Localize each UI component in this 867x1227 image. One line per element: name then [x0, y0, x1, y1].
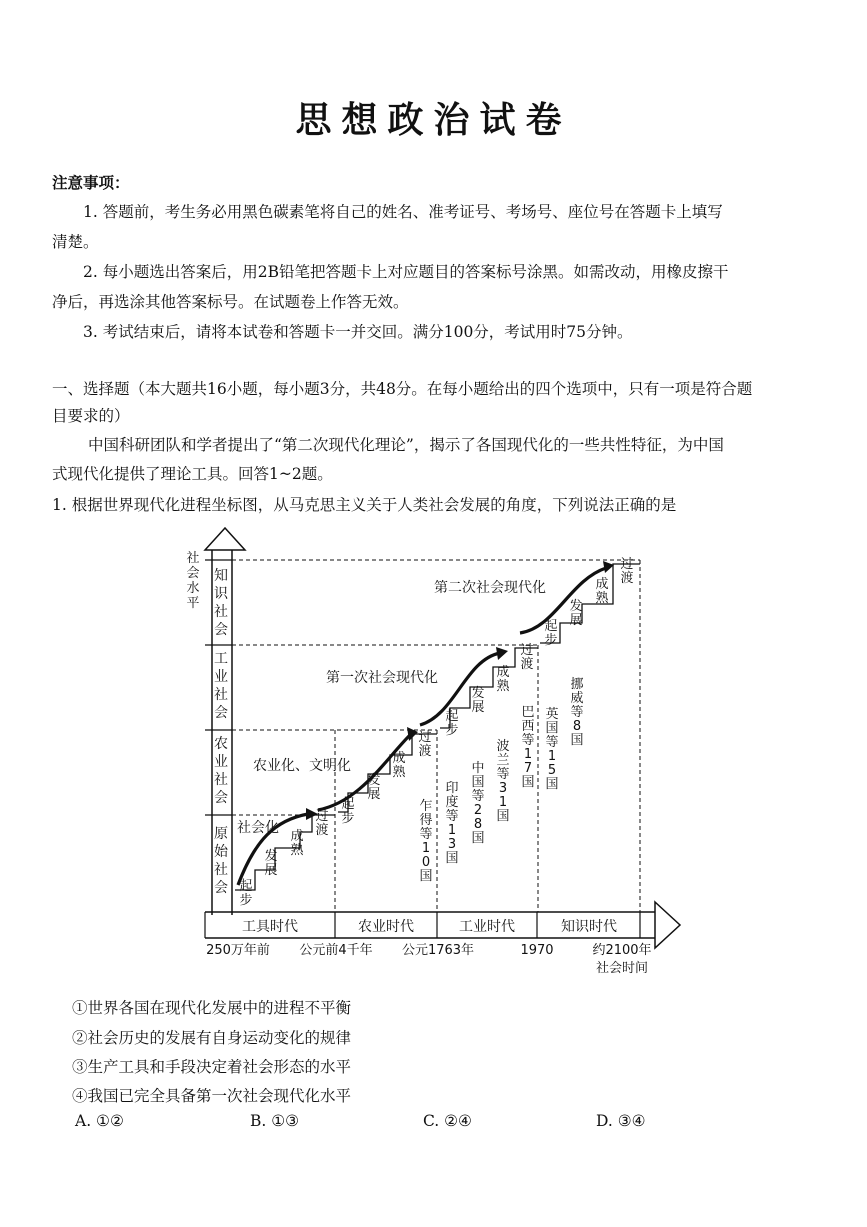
- level-label: 农业社会: [214, 736, 228, 806]
- stage-label: 过渡: [418, 730, 432, 759]
- stage-label: 发展: [367, 773, 381, 802]
- statement-1: ①世界各国在现代化发展中的进程不平衡: [72, 999, 352, 1017]
- option-a[interactable]: A. ①②: [75, 1112, 124, 1130]
- material-text: 中国科研团队和学者提出了“第二次现代化理论”，揭示了各国现代化的一些共性特征，为中国: [88, 436, 724, 454]
- label-first-modernization: 第一次社会现代化: [326, 670, 438, 686]
- country-group-label: 乍得等 1 0 国: [419, 799, 433, 884]
- time-tick-label: 公元1763年: [401, 943, 475, 958]
- time-tick-label: 1970: [520, 943, 554, 958]
- level-label: 工业社会: [214, 651, 228, 721]
- stage-label: 起步: [544, 619, 558, 648]
- notice-item-2-cont: 净后，再选涂其他答案标号。在试题卷上作答无效。: [52, 293, 409, 311]
- era-label: 农业时代: [358, 919, 414, 935]
- country-group-label: 巴西等 1 7 国: [521, 705, 535, 790]
- stage-label: 过渡: [620, 557, 634, 586]
- era-label: 知识时代: [561, 919, 617, 935]
- stage-label: 成熟: [496, 665, 510, 694]
- curve-first-modernization: [420, 653, 500, 725]
- stage-label: 过渡: [315, 809, 329, 838]
- stage-label: 起步: [341, 797, 355, 826]
- time-tick-label: 约2100年: [592, 943, 652, 958]
- x-axis-label: 社会时间: [595, 961, 649, 976]
- era-label: 工具时代: [242, 919, 298, 935]
- question-1-stem: 1. 根据世界现代化进程坐标图，从马克思主义关于人类社会发展的角度，下列说法正确的是: [52, 496, 677, 514]
- stage-label: 发展: [569, 599, 583, 628]
- stage-label: 成熟: [392, 751, 406, 780]
- statement-3: ③生产工具和手段决定着社会形态的水平: [72, 1058, 352, 1076]
- country-group-label: 英国等 1 5 国: [545, 707, 559, 792]
- material-text-cont: 式现代化提供了理论工具。回答1~2题。: [52, 465, 333, 483]
- arrow-head: [496, 647, 508, 660]
- y-axis-arrowhead: [205, 528, 245, 550]
- option-d[interactable]: D. ③④: [596, 1112, 646, 1130]
- notice-item-1-cont: 清楚。: [52, 233, 99, 251]
- level-label: 知识社会: [214, 568, 228, 638]
- notice-heading: 注意事项：: [52, 173, 130, 192]
- y-axis-label: 社会水平: [186, 551, 200, 611]
- label-agriculturalization: 农业化、文明化: [253, 758, 351, 774]
- era-label: 工业时代: [459, 919, 515, 935]
- stage-label: 成熟: [595, 577, 609, 606]
- notice-item-1: 1. 答题前，考生务必用黑色碳素笔将自己的姓名、准考证号、考场号、座位号在答题卡上填写: [83, 203, 723, 221]
- x-axis-arrowhead: [655, 902, 680, 948]
- stage-label: 起步: [445, 709, 459, 738]
- stage-label: 起步: [239, 879, 253, 908]
- country-group-label: 中国等 2 8 国: [471, 761, 485, 846]
- time-tick-label: 250万年前: [206, 943, 270, 958]
- country-group-label: 印度等 1 3 国: [445, 781, 459, 866]
- stage-label: 发展: [264, 849, 278, 878]
- label-socialization: 社会化: [237, 820, 279, 836]
- country-group-label: 波兰等 3 1 国: [496, 739, 510, 824]
- level-label: 原始社会: [214, 826, 228, 896]
- section-heading-cont: 目要求的）: [52, 407, 130, 425]
- option-b[interactable]: B. ①③: [250, 1112, 300, 1130]
- statement-2: ②社会历史的发展有自身运动变化的规律: [72, 1029, 352, 1047]
- section-heading: 一、选择题（本大题共16小题，每小题3分，共48分。在每小题给出的四个选项中，只有一项是符合题: [52, 380, 753, 398]
- notice-item-3: 3. 考试结束后，请将本试卷和答题卡一并交回。满分100分，考试用时75分钟。: [83, 323, 633, 341]
- statement-4: ④我国已完全具备第一次社会现代化水平: [72, 1087, 352, 1105]
- notice-item-2: 2. 每小题选出答案后，用2B铅笔把答题卡上对应题目的答案标号涂黑。如需改动，用橡皮擦干: [83, 263, 729, 281]
- label-second-modernization: 第二次社会现代化: [434, 580, 546, 596]
- time-tick-label: 公元前4千年: [299, 943, 373, 958]
- stage-label: 过渡: [520, 643, 534, 672]
- modernization-chart: [0, 520, 867, 980]
- stage-label: 成熟: [290, 829, 304, 858]
- option-c[interactable]: C. ②④: [423, 1112, 472, 1130]
- page-title: 思想政治试卷: [295, 99, 572, 141]
- country-group-label: 挪威等 8 国: [570, 677, 584, 748]
- stage-label: 发展: [471, 686, 485, 715]
